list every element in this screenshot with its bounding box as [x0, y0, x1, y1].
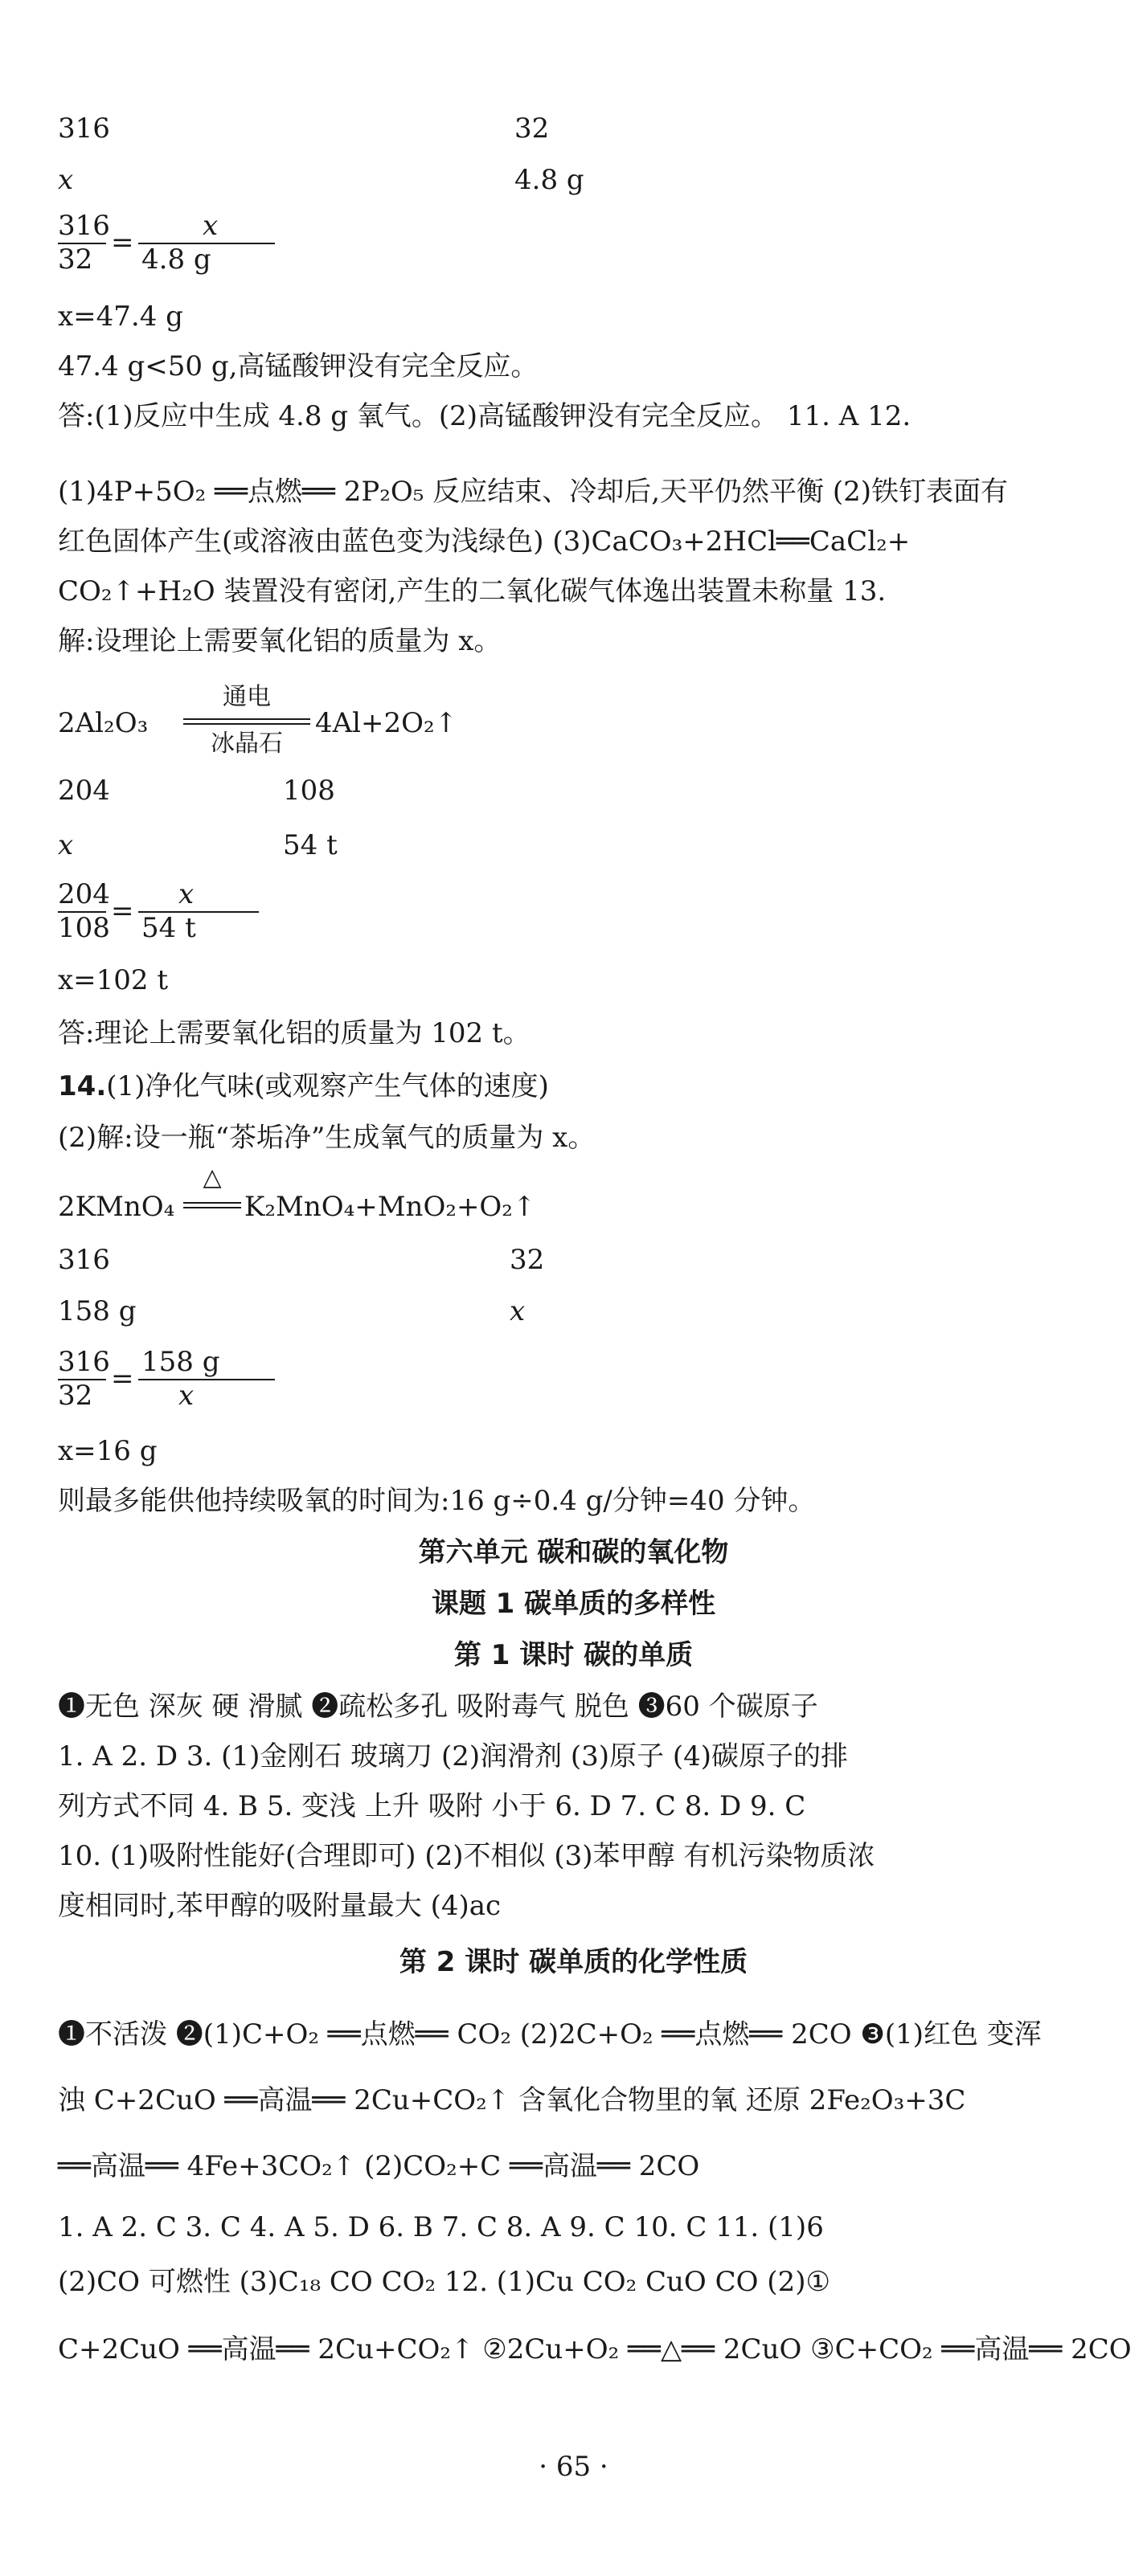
q14-row1-right: 32: [510, 1244, 545, 1276]
calc13-row1-left: 204: [58, 775, 110, 807]
q12-line-4: 解:设理论上需要氧化铝的质量为 x。: [58, 625, 502, 657]
eq13-bar-2: [183, 723, 310, 725]
q12-line-3: CO₂↑+H₂O 装置没有密闭,产生的二氧化碳气体逸出装置未称量 13.: [58, 575, 887, 607]
frac14-den-right: x: [178, 1380, 195, 1412]
calc13-row1-right: 108: [283, 775, 335, 807]
calc13-answer: 答:理论上需要氧化铝的质量为 102 t。: [58, 1017, 530, 1049]
q14-number: 14.: [58, 1070, 107, 1102]
period1-line-5: 度相同时,苯甲醇的吸附量最大 (4)ac: [58, 1890, 502, 1922]
calc1-row1-right: 32: [514, 112, 550, 145]
frac13-den-right: 54 t: [141, 912, 196, 944]
eq13-left: 2Al₂O₃: [58, 707, 149, 739]
period2-title: 第 2 课时 碳单质的化学性质: [399, 1946, 748, 1978]
lesson-title: 课题 1 碳单质的多样性: [431, 1588, 716, 1620]
eq13-bar-1: [183, 718, 310, 720]
frac-num-right: x: [203, 210, 219, 242]
period2-line-5: (2)CO 可燃性 (3)C₁₈ CO CO₂ 12. (1)Cu CO₂ CuO CO (2)①: [58, 2266, 830, 2298]
period1-title: 第 1 课时 碳的单质: [453, 1639, 694, 1671]
calc1-row2-left: x: [58, 164, 74, 196]
calc1-result: x=47.4 g: [58, 301, 183, 333]
frac14-eq: =: [111, 1363, 134, 1395]
period2-line-2: 浊 C+2CuO ══高温══ 2Cu+CO₂↑ 含氧化合物里的氧 还原 2Fe₂O₃+3C: [58, 2084, 966, 2116]
frac-num-left: 316: [58, 210, 110, 242]
calc1-row1-left: 316: [58, 112, 110, 145]
frac-eq: =: [111, 227, 134, 259]
frac13-eq: =: [111, 895, 134, 927]
q12-line-2: 红色固体产生(或溶液由蓝色变为浅绿色) (3)CaCO₃+2HCl══CaCl₂+: [58, 525, 911, 558]
calc13-row2-left: x: [58, 829, 74, 861]
q14-eq-left: 2KMnO₄: [58, 1191, 175, 1223]
calc13-row2-right: 54 t: [283, 829, 338, 861]
page-number: · 65 ·: [539, 2451, 608, 2483]
q14-eq-cond: △: [203, 1163, 222, 1192]
period1-line-2: 1. A 2. D 3. (1)金刚石 玻璃刀 (2)润滑剂 (3)原子 (4)碳原子的排: [58, 1740, 849, 1773]
q14-result: x=16 g: [58, 1435, 158, 1467]
q12-line-1: (1)4P+5O₂ ══点燃══ 2P₂O₅ 反应结束、冷却后,天平仍然平衡 (2)铁钉表面有: [58, 476, 1009, 508]
q14-row2-left: 158 g: [58, 1295, 137, 1327]
q14-eq-bar-2: [183, 1207, 241, 1208]
period2-line-1: ❶不活泼 ❷(1)C+O₂ ══点燃══ CO₂ (2)2C+O₂ ══点燃══ 2CO ❸(1)红色 变浑: [58, 2018, 1042, 2051]
frac13-den-left: 108: [58, 912, 110, 944]
frac13-num-left: 204: [58, 878, 110, 910]
period1-line-3: 列方式不同 4. B 5. 变浅 上升 吸附 小于 6. D 7. C 8. D 9. C: [58, 1790, 806, 1822]
frac14-num-left: 316: [58, 1346, 110, 1378]
unit-title: 第六单元 碳和碳的氧化物: [418, 1536, 729, 1568]
calc1-row2-right: 4.8 g: [514, 164, 584, 196]
q14-row1-left: 316: [58, 1244, 110, 1276]
q14-line-1-text: (1)净化气味(或观察产生气体的速度): [106, 1070, 549, 1102]
frac14-num-right: 158 g: [141, 1346, 220, 1378]
eq13-cond-top: 通电: [223, 683, 271, 711]
frac-den-left: 32: [58, 243, 93, 276]
q14-row2-right: x: [510, 1295, 526, 1327]
frac13-num-right: x: [178, 878, 195, 910]
eq13-right: 4Al+2O₂↑: [315, 707, 458, 739]
eq13-cond-bottom: 冰晶石: [211, 730, 283, 758]
q14-eq-right: K₂MnO₄+MnO₂+O₂↑: [244, 1191, 536, 1223]
q14-line-1: [58, 1069, 549, 1104]
q14-line-2: (2)解:设一瓶“茶垢净”生成氧气的质量为 x。: [58, 1122, 596, 1154]
period1-line-4: 10. (1)吸附性能好(合理即可) (2)不相似 (3)苯甲醇 有机污染物质浓: [58, 1840, 875, 1872]
period1-line-1: ❶无色 深灰 硬 滑腻 ❷疏松多孔 吸附毒气 脱色 ❸60 个碳原子: [58, 1691, 818, 1723]
frac14-den-left: 32: [58, 1380, 93, 1412]
frac-den-right: 4.8 g: [141, 243, 211, 276]
period2-line-4: 1. A 2. C 3. C 4. A 5. D 6. B 7. C 8. A 9. C 10. C 11. (1)6: [58, 2211, 824, 2243]
calc13-result: x=102 t: [58, 964, 169, 996]
period2-line-6: C+2CuO ══高温══ 2Cu+CO₂↑ ②2Cu+O₂ ══△══ 2CuO ③C+CO₂ ══高温══ 2CO: [58, 2333, 1132, 2365]
q14-final: 则最多能供他持续吸氧的时间为:16 g÷0.4 g/分钟=40 分钟。: [58, 1485, 816, 1517]
calc1-compare: 47.4 g<50 g,高锰酸钾没有完全反应。: [58, 350, 539, 382]
answer-line: 答:(1)反应中生成 4.8 g 氧气。(2)高锰酸钾没有完全反应。 11. A 12.: [58, 400, 911, 432]
q14-eq-bar-1: [183, 1202, 241, 1204]
frac14-bar-right: [138, 1379, 275, 1380]
period2-line-3: ══高温══ 4Fe+3CO₂↑ (2)CO₂+C ══高温══ 2CO: [58, 2150, 700, 2182]
